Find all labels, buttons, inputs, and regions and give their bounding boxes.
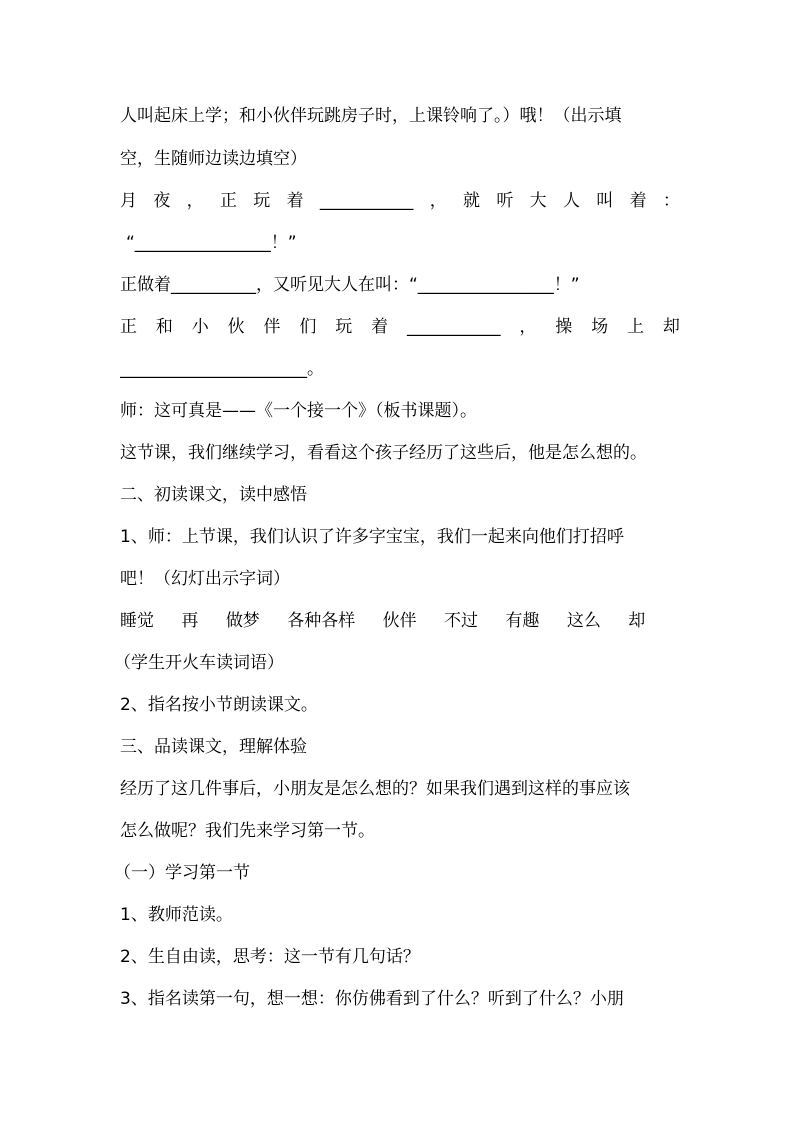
paragraph-line: 2、指名按小节朗读课文。 [120, 695, 318, 715]
blank: ___________ [319, 191, 414, 211]
fill-blank-line-moon-night: 月 夜 ， 正 玩 着 ___________ ， 就 听 大 人 叫 着 ： [120, 191, 680, 211]
word-list [120, 609, 680, 633]
fill-blank-long: ______________________。 [120, 359, 324, 379]
word: 这么 [566, 611, 601, 631]
word: 睡觉 [120, 611, 154, 631]
paragraph-line: （学生开火车读词语） [114, 653, 284, 673]
section-heading: 三、品读课文，理解体验 [120, 737, 307, 757]
fill-blank-line: 正做着__________，又听见大人在叫：“________________！” [120, 275, 580, 295]
word: 各种各样 [287, 611, 356, 631]
paragraph-line: 1、师：上节课，我们认识了许多字宝宝，我们一起来向他们打招呼 [120, 527, 624, 547]
paragraph-line: 怎么做呢？我们先来学习第一节。 [120, 821, 375, 841]
paragraph-line: 1、教师范读。 [120, 905, 233, 925]
paragraph-line: 3、指名读第一句，想一想：你仿佛看到了什么？听到了什么？小朋 [120, 989, 624, 1009]
word: 有趣 [505, 611, 540, 631]
word: 再 [181, 611, 199, 631]
fill-blank-quote: “________________！” [126, 233, 297, 253]
section-heading: 二、初读课文，读中感悟 [120, 485, 307, 505]
subsection-heading: （一）学习第一节 [114, 863, 250, 883]
blank: ___________ [407, 317, 501, 337]
paragraph-line: 这节课，我们继续学习，看看这个孩子经历了这些后，他是怎么想的。 [120, 443, 647, 463]
paragraph-line: 经历了这几件事后，小朋友是怎么想的？如果我们遇到这样的事应该 [120, 779, 630, 799]
paragraph-line: 师：这可真是——《一个接一个》（板书课题）。 [120, 401, 477, 421]
word: 做梦 [225, 611, 260, 631]
paragraph-line: 空，生随师边读边填空） [120, 149, 307, 169]
word: 不过 [444, 611, 479, 631]
paragraph-line: 吧！（幻灯出示字词） [120, 569, 290, 589]
word: 却 [628, 611, 646, 631]
word: 伙伴 [382, 611, 417, 631]
fill-blank-line-playground: 正 和 小 伙 伴 们 玩 着 ___________ ， 操 场 上 却 [120, 317, 680, 337]
paragraph-line: 人叫起床上学；和小伙伴玩跳房子时，上课铃响了。）哦！（出示填 [120, 106, 622, 126]
paragraph-line: 2、生自由读，思考：这一节有几句话？ [120, 947, 420, 967]
